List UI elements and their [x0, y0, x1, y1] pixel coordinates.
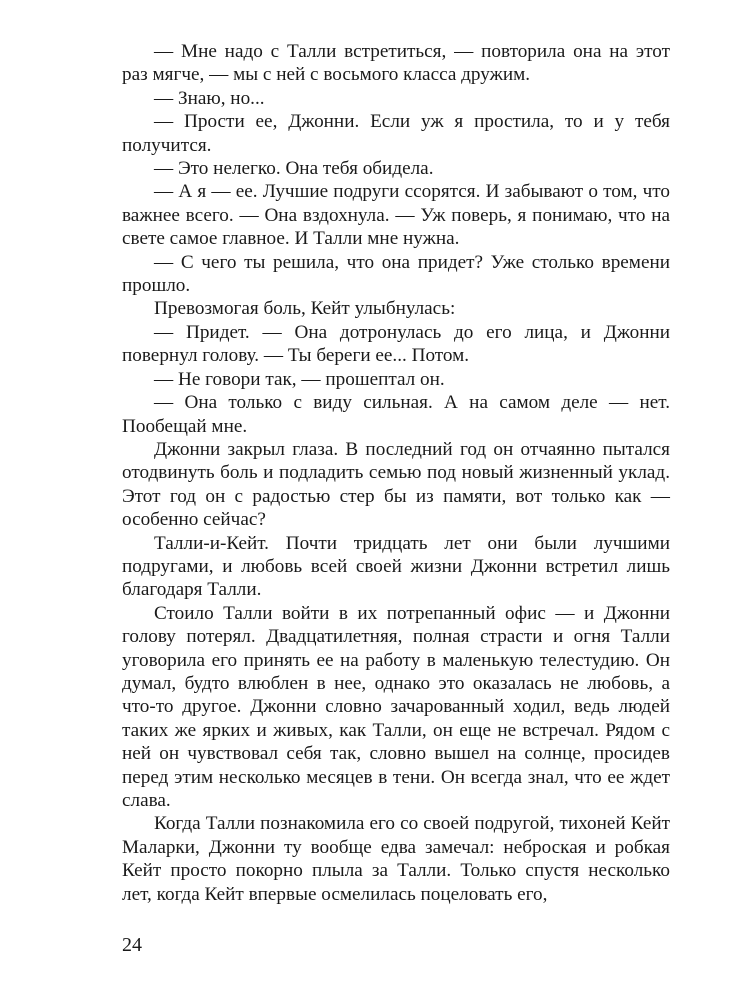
paragraph: — Мне надо с Талли встретиться, — повторила она на этот раз мягче, — мы с ней с восьмого класса дружим.	[122, 41, 670, 86]
paragraph: — А я — ее. Лучшие подруги ссорятся. И забывают о том, что важнее всего. — Она вздохнула. — Уж поверь, я понимаю, что на свете самое главное. И Талли мне нужна.	[122, 181, 670, 250]
paragraph: — Это нелегко. Она тебя обидела.	[154, 158, 434, 180]
page-number: 24	[122, 934, 142, 956]
paragraph: Когда Талли познакомила его со своей подругой, тихоней Кейт Маларки, Джонни ту вообще едва замечал: неброская и робкая Кейт просто покорно плыла за Талли. Только спустя несколько лет, когда Кейт впервые осмелилась поцеловать его,	[122, 813, 670, 905]
paragraph: Стоило Талли войти в их потрепанный офис — и Джонни голову потерял. Двадцатилетняя, полная страсти и огня Талли уговорила его принять ее на работу в маленькую телестудию. Он думал, будто влюблен в нее, однако это оказалась не любовь, а что-то другое. Джонни словно зачарованный ходил, ведь людей таких же ярких и живых, как Талли, он еще не встречал. Рядом с ней он чувствовал себя так, словно вышел на солнце, просидев перед этим несколько месяцев в тени. Он всегда знал, что ее ждет слава.	[122, 602, 670, 811]
paragraph: — С чего ты решила, что она придет? Уже столько времени прошло.	[122, 251, 670, 297]
paragraph: Джонни закрыл глаза. В последний год он отчаянно пытался отодвинуть боль и подладить семью под новый жизненный уклад. Этот год он с радостью стер бы из памяти, вот только как — особенно сейчас?	[122, 438, 670, 531]
paragraph: — Не говори так, — прошептал он.	[154, 368, 445, 390]
paragraph: Превозмогая боль, Кейт улыбнулась:	[154, 298, 456, 320]
paragraph: — Придет. — Она дотронулась до его лица, и Джонни повернул голову. — Ты береги ее... Потом.	[122, 321, 670, 367]
paragraph: — Знаю, но...	[154, 87, 265, 109]
paragraph: — Прости ее, Джонни. Если уж я простила, то и у тебя получится.	[122, 111, 670, 156]
book-page-text	[122, 40, 670, 906]
paragraph: — Она только с виду сильная. А на самом деле — нет. Пообещай мне.	[122, 392, 670, 437]
paragraph: Талли-и-Кейт. Почти тридцать лет они были лучшими подругами, и любовь всей своей жизни Джонни встретил лишь благодаря Талли.	[122, 532, 670, 601]
